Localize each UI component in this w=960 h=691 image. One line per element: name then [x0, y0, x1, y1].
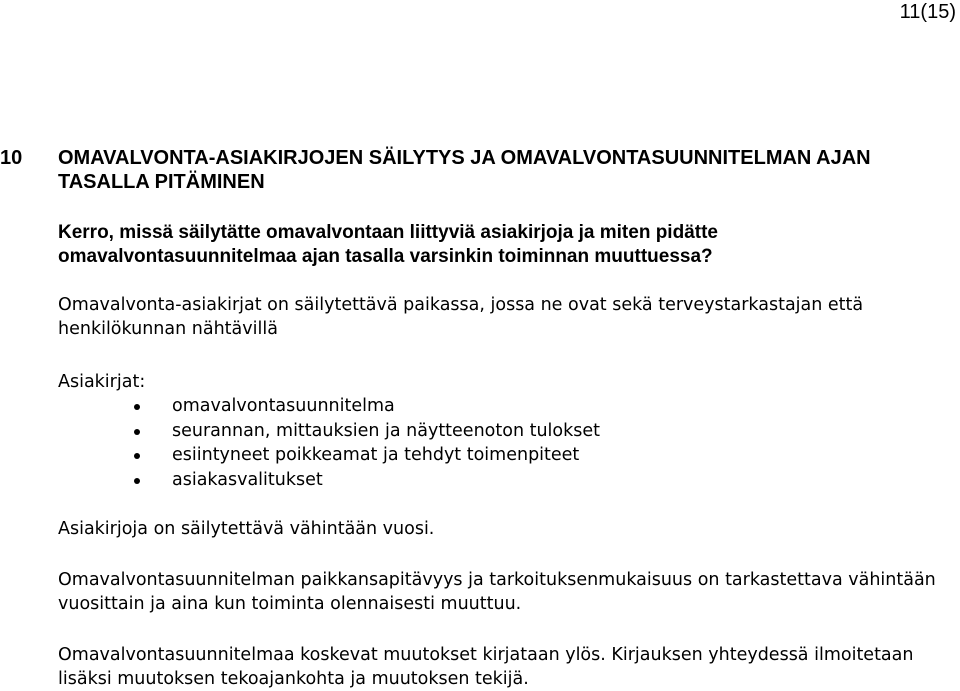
list-item-text: omavalvontasuunnitelma — [172, 396, 395, 416]
section-title: OMAVALVONTA-ASIAKIRJOJEN SÄILYTYS JA OMAVALVONTASUUNNITELMAN AJAN TASALLA PITÄMINEN — [58, 147, 871, 193]
list-item — [0, 443, 900, 468]
changes-paragraph: Omavalvontasuunnitelmaa koskevat muutokset kirjataan ylös. Kirjauksen yhteydessä ilmoitetaan lisäksi muutoksen tekoajankohta ja muutoksen tekijä. — [58, 645, 914, 689]
section-heading — [0, 146, 955, 194]
storage-paragraph: Omavalvonta-asiakirjat on säilytettävä paikassa, jossa ne ovat sekä terveystarkastajan että henkilökunnan nähtävillä — [58, 295, 864, 339]
list-item — [0, 394, 900, 419]
bullet-icon — [134, 478, 140, 484]
section-number: 10 — [0, 147, 23, 169]
bullet-icon — [134, 429, 140, 435]
list-item — [0, 468, 900, 493]
documents-label: Asiakirjat: — [58, 372, 146, 392]
list-item-text: asiakasvalitukset — [172, 469, 323, 490]
bullet-icon — [134, 404, 140, 410]
documents-list — [0, 394, 900, 492]
list-item-text: seurannan, mittauksien ja näytteenoton tulokset — [172, 420, 600, 441]
bullet-icon — [134, 453, 140, 459]
list-item — [0, 419, 900, 444]
list-item-text: esiintyneet poikkeamat ja tehdyt toimenpiteet — [172, 445, 580, 465]
question-text: Kerro, missä säilytätte omavalvontaan liittyviä asiakirjoja ja miten pidätte omavalvontasuunnitelmaa ajan tasalla varsinkin toiminnan muuttuessa? — [58, 222, 718, 267]
review-paragraph: Omavalvontasuunnitelman paikkansapitävyys ja tarkoituksenmukaisuus on tarkastettava vähintään vuosittain ja aina kun toiminta olennaisesti muuttuu. — [58, 570, 936, 614]
page-number: 11(15) — [899, 1, 956, 23]
retention-paragraph: Asiakirjoja on säilytettävä vähintään vuosi. — [58, 519, 435, 539]
